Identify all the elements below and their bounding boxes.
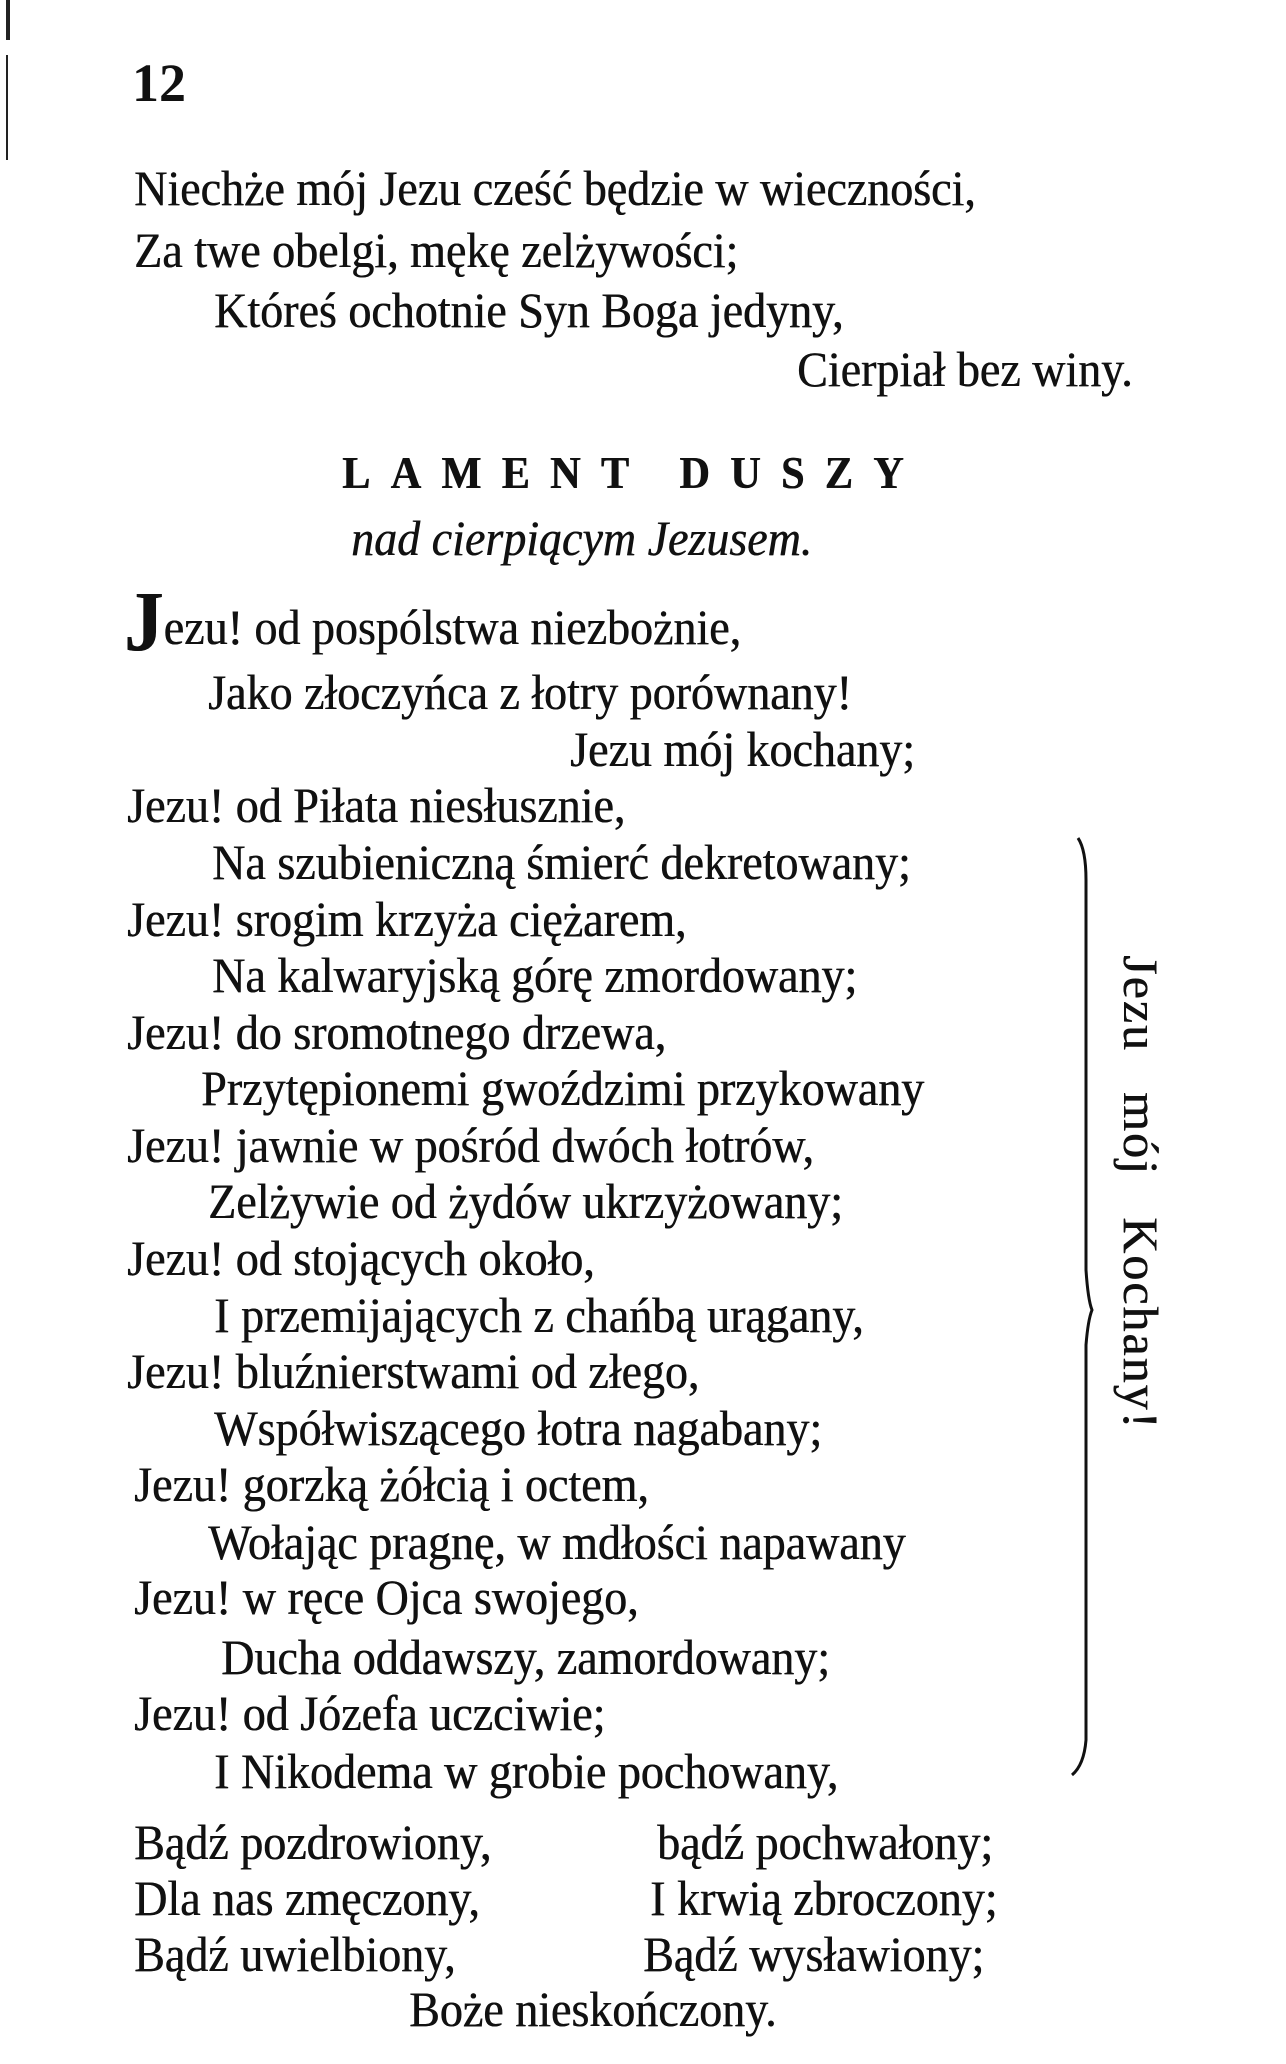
refrain-word: mój: [1113, 1092, 1169, 1177]
verse-line: Jako złoczyńca z łotry porównany!: [208, 664, 852, 720]
verse-line: Cierpiał bez winy.: [797, 341, 1133, 397]
closing-line-right: bądź pochwałony;: [657, 1814, 993, 1870]
verse-line: Jezu! bluźnierstwami od złego,: [127, 1343, 700, 1399]
verse-line: Na szubieniczną śmierć dekretowany;: [212, 834, 911, 890]
verse-line: Któreś ochotnie Syn Boga jedyny,: [214, 282, 844, 338]
section-subtitle: nad cierpiącym Jezusem.: [351, 510, 813, 566]
verse-line: Wołając pragnę, w mdłości napawany: [208, 1514, 906, 1570]
verse-line: Jezu! jawnie w pośród dwóch łotrów,: [127, 1117, 814, 1173]
verse-line: Przytępionemi gwoździmi przykowany: [201, 1060, 925, 1116]
brace-bracket: [1072, 838, 1092, 1775]
verse-line: Jezu! gorzką żółcią i octem,: [134, 1456, 649, 1512]
verse-line: Na kalwaryjską górę zmordowany;: [212, 947, 858, 1003]
verse-line: Współwiszącego łotra nagabany;: [214, 1400, 823, 1456]
verse-line: Niechże mój Jezu cześć będzie w wieczności,: [134, 160, 976, 216]
verse-line: Jezu! w ręce Ojca swojego,: [134, 1569, 639, 1625]
closing-line-left: Bądź uwielbiony,: [134, 1926, 456, 1982]
verse-line: Jezu! od stojących około,: [127, 1230, 595, 1286]
verse-line: Jezu! od Piłata niesłusznie,: [127, 777, 626, 833]
verse-line: Jezu! do sromotnego drzewa,: [127, 1004, 667, 1060]
verse-line: Jezu mój kochany;: [570, 721, 915, 777]
side-refrain: [1112, 955, 1170, 1456]
verse-line: Ducha oddawszy, zamordowany;: [221, 1629, 830, 1685]
refrain-word: Kochany!: [1113, 1216, 1169, 1430]
closing-line-right: Bądź wysławiony;: [643, 1926, 985, 1982]
verse-line: Jezu! od Józefa uczciwie;: [134, 1685, 606, 1741]
verse-text: ezu! od pospólstwa niezbożnie,: [163, 599, 741, 655]
refrain-word: Jezu: [1113, 955, 1169, 1052]
verse-line-first: [124, 573, 741, 669]
closing-line-left: Bądź pozdrowiony,: [134, 1814, 492, 1870]
closing-line-right: I krwią zbroczony;: [650, 1870, 998, 1926]
verse-line: I przemijających z chańbą urągany,: [214, 1287, 864, 1343]
section-title: LAMENT DUSZY: [342, 447, 924, 498]
verse-line: Zelżywie od żydów ukrzyżowany;: [208, 1173, 843, 1229]
closing-final-line: Boże nieskończony.: [409, 1981, 777, 2037]
verse-line: I Nikodema w grobie pochowany,: [214, 1743, 839, 1799]
verse-line: Jezu! srogim krzyża ciężarem,: [127, 891, 687, 947]
page-number: 12: [132, 53, 186, 113]
verse-line: Za twe obelgi, mękę zelżywości;: [134, 222, 739, 278]
drop-initial: J: [124, 573, 164, 669]
closing-line-left: Dla nas zmęczony,: [134, 1870, 480, 1926]
